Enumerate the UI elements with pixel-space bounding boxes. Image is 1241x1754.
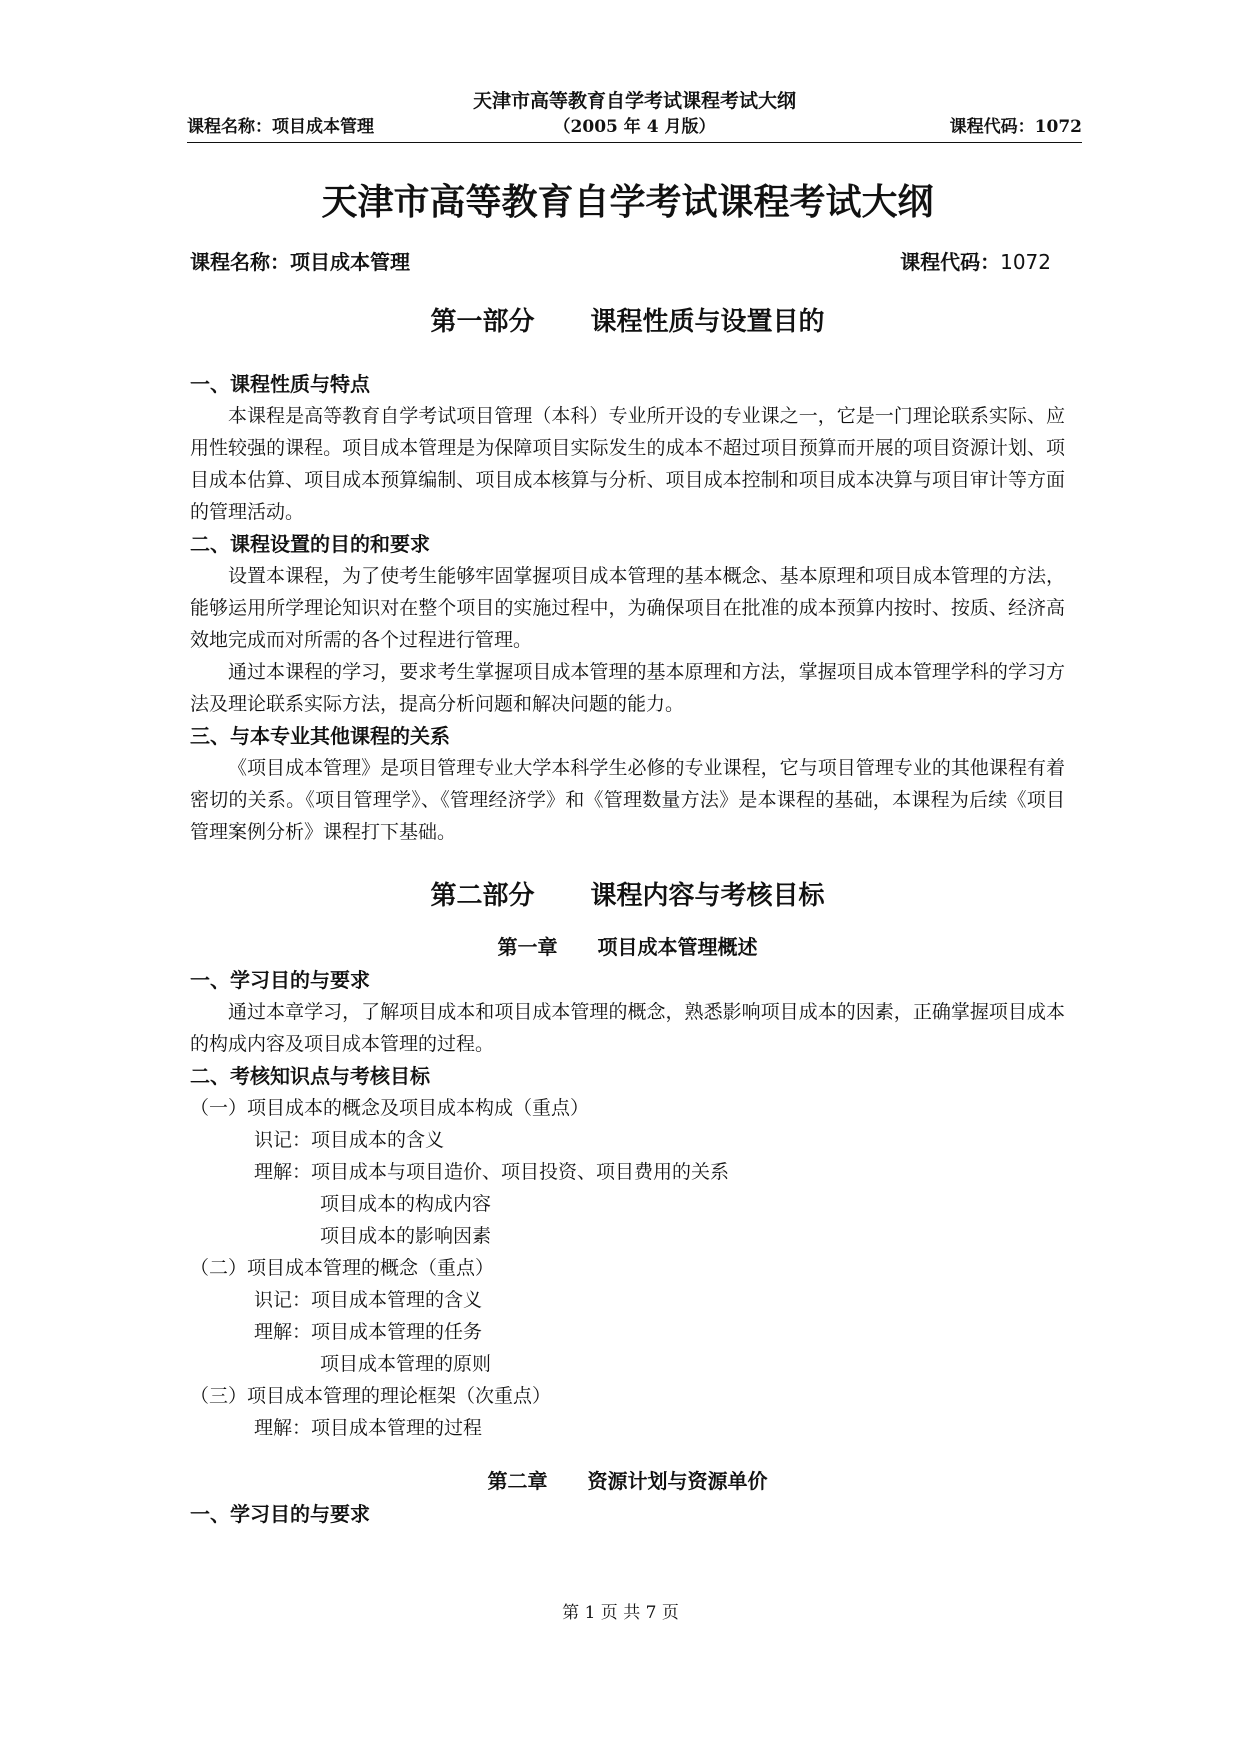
section-heading: 二、课程设置的目的和要求 [190, 532, 430, 556]
course-code-label: 课程代码： [900, 250, 1001, 274]
requirement-subitem: 项目成本管理的原则 [320, 1353, 492, 1375]
page-header [187, 88, 1082, 143]
course-meta [190, 246, 1065, 280]
paragraph: 通过本章学习，了解项目成本和项目成本管理的概念，熟悉影响项目成本的因素，正确掌握项目成本的构成内容及项目成本管理的过程。 [190, 1001, 1065, 1055]
header-course-code: 课程代码：1072 [949, 117, 1082, 137]
section-heading: 二、考核知识点与考核目标 [190, 1064, 430, 1088]
requirement-item: 识记：项目成本的含义 [254, 1129, 445, 1151]
header-row [187, 114, 1082, 140]
chapter-two-title [190, 1464, 1065, 1498]
course-code [900, 246, 1051, 275]
requirement-item: 识记：项目成本管理的含义 [254, 1289, 483, 1311]
part-two-name: 课程内容与考核目标 [590, 881, 825, 911]
document-title: 天津市高等教育自学考试课程考试大纲 [321, 182, 934, 223]
requirement-item: 理解：项目成本管理的过程 [254, 1417, 483, 1439]
section-heading: 一、学习目的与要求 [190, 968, 370, 992]
chapter-one-name: 项目成本管理概述 [597, 935, 758, 959]
chapter-two-label: 第二章 [487, 1469, 548, 1493]
course-name-value: 项目成本管理 [290, 250, 410, 274]
section-heading: 三、与本专业其他课程的关系 [190, 724, 450, 748]
header-edition: （2005 年 4 月版） [553, 117, 716, 137]
paragraph: 本课程是高等教育自学考试项目管理（本科）专业所开设的专业课之一，它是一门理论联系实际、应用性较强的课程。项目成本管理是为保障项目实际发生的成本不超过项目预算而开展的项目资源计划、项目成本估算、项目成本预算编制、项目成本核算与分析、项目成本控制和项目成本决算与项目审计等方面的管理活动。 [190, 405, 1065, 523]
requirement-item: 理解：项目成本与项目造价、项目投资、项目费用的关系 [254, 1161, 730, 1183]
part-one-title [190, 302, 1065, 342]
chapter-one-label: 第一章 [497, 935, 558, 959]
header-rule [187, 142, 1082, 143]
knowledge-point: （二）项目成本管理的概念（重点） [190, 1257, 495, 1279]
part-two-label: 第二部分 [430, 881, 535, 911]
section-heading: 一、课程性质与特点 [190, 372, 370, 396]
paragraph: 通过本课程的学习，要求考生掌握项目成本管理的基本原理和方法，掌握项目成本管理学科的学习方法及理论联系实际方法，提高分析问题和解决问题的能力。 [190, 661, 1065, 715]
part-one-label: 第一部分 [430, 307, 535, 337]
paragraph: 设置本课程，为了使考生能够牢固掌握项目成本管理的基本概念、基本原理和项目成本管理的方法，能够运用所学理论知识对在整个项目的实施过程中，为确保项目在批准的成本预算内按时、按质、经济高效地完成而对所需的各个过程进行管理。 [190, 565, 1065, 651]
requirement-item: 理解：项目成本管理的任务 [254, 1321, 483, 1343]
paragraph: 《项目成本管理》是项目管理专业大学本科学生必修的专业课程，它与项目管理专业的其他课程有着密切的关系。《项目管理学》、《管理经济学》和《管理数量方法》是本课程的基础，本课程为后续《项目管理案例分析》课程打下基础。 [190, 757, 1065, 843]
document-body [190, 178, 1065, 1530]
course-code-value: 1072 [1000, 250, 1051, 274]
requirement-subitem: 项目成本的构成内容 [320, 1193, 492, 1215]
course-name [190, 246, 410, 275]
knowledge-point: （三）项目成本管理的理论框架（次重点） [190, 1385, 552, 1407]
knowledge-point: （一）项目成本的概念及项目成本构成（重点） [190, 1097, 590, 1119]
part-two-title [190, 876, 1065, 916]
page-number: 第 1 页 共 7 页 [562, 1603, 679, 1623]
course-name-label: 课程名称： [190, 250, 290, 274]
chapter-one-title [190, 930, 1065, 964]
chapter-two-name: 资源计划与资源单价 [587, 1469, 768, 1493]
section-heading: 一、学习目的与要求 [190, 1502, 370, 1526]
requirement-subitem: 项目成本的影响因素 [320, 1225, 492, 1247]
running-title: 天津市高等教育自学考试课程考试大纲 [472, 90, 796, 112]
part-one-name: 课程性质与设置目的 [590, 307, 825, 337]
header-course-name: 课程名称：项目成本管理 [187, 117, 374, 137]
